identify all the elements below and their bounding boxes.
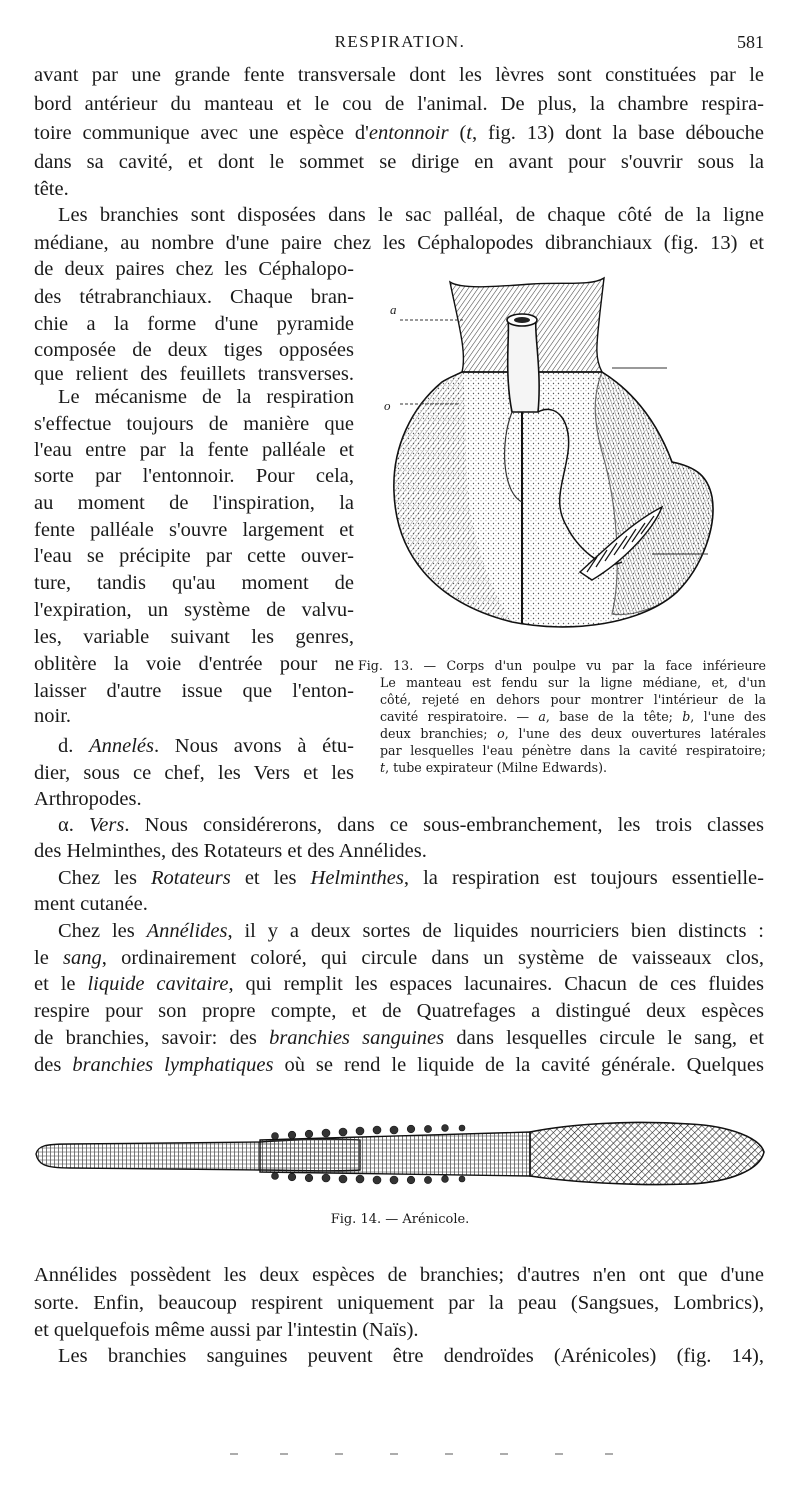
- caption-line: cavité respiratoire. — a, base de la tête; b, l'une des: [380, 709, 766, 724]
- text-line: l'eau se précipite par cette ouver-: [34, 545, 354, 567]
- text-line: Le mécanisme de la respiration: [58, 386, 354, 408]
- text-line: Arthropodes.: [34, 788, 142, 810]
- text-line: de branchies, savoir: des branchies sanguines dans lesquelles circule le sang, et: [34, 1027, 764, 1049]
- text-line: de deux paires chez les Céphalopo-: [34, 258, 354, 280]
- caption-line: deux branchies; o, l'une des deux ouvertures latérales: [380, 726, 766, 741]
- running-head: [0, 28, 800, 58]
- caption-line: Fig. 13. — Corps d'un poulpe vu par la face inférieure: [358, 658, 766, 673]
- page-number: 581: [737, 32, 764, 52]
- text-line: Les branchies sont disposées dans le sac palléal, de chaque côté de la ligne: [58, 204, 764, 226]
- caption-line: côté, rejeté en dehors pour montrer l'intérieur de la: [380, 692, 766, 707]
- text-line: Annélides possèdent les deux espèces de branchies; d'autres n'en ont que d'une: [34, 1264, 764, 1286]
- text-line: dans sa cavité, et dont le sommet se dirige en avant pour s'ouvrir sous la: [34, 151, 764, 173]
- figure-label-o: o: [384, 398, 391, 413]
- text-line: le sang, ordinairement coloré, qui circule dans un système de vaisseaux clos,: [34, 947, 764, 969]
- text-line: sorte par l'entonnoir. Pour cela,: [34, 465, 354, 487]
- text-line: dier, sous ce chef, les Vers et les: [34, 762, 354, 784]
- text-line: et quelquefois même aussi par l'intestin (Naïs).: [34, 1319, 419, 1341]
- figure-13-octopus-illustration: [372, 272, 792, 652]
- caption-line: par lesquelles l'eau pénètre dans la cavité respiratoire;: [380, 743, 766, 758]
- text-line: ment cutanée.: [34, 893, 148, 915]
- bottom-rule-marks: [220, 1452, 620, 1456]
- text-line: l'expiration, un système de valvu-: [34, 599, 354, 621]
- figure-14-arenicola-illustration: [30, 1118, 770, 1188]
- figure-label-a: a: [390, 302, 397, 317]
- text-line: médiane, au nombre d'une paire chez les Céphalopodes dibranchiaux (fig. 13) et: [34, 232, 764, 254]
- text-line: Les branchies sanguines peuvent être dendroïdes (Arénicoles) (fig. 14),: [58, 1345, 764, 1367]
- caption-line: t, tube expirateur (Milne Edwards).: [380, 760, 608, 775]
- figure-13-caption: [358, 657, 766, 776]
- text-line: noir.: [34, 705, 72, 727]
- page-title: RESPIRATION.: [334, 32, 466, 51]
- text-line: bord antérieur du manteau et le cou de l'animal. De plus, la chambre respira-: [34, 93, 764, 115]
- text-line: des branchies lymphatiques où se rend le liquide de la cavité générale. Quelques: [34, 1054, 765, 1076]
- text-line: α. Vers. Nous considérerons, dans ce sous-embranchement, les trois classes: [58, 814, 764, 836]
- text-line: sorte. Enfin, beaucoup respirent uniquement par la peau (Sangsues, Lombrics),: [34, 1292, 764, 1314]
- text-line: avant par une grande fente transversale dont les lèvres sont constituées par le: [34, 64, 764, 86]
- caption-line: Le manteau est fendu sur la ligne médiane, et, d'un: [380, 675, 766, 690]
- text-line: et le liquide cavitaire, qui remplit les espaces lacunaires. Chacun de ces fluides: [34, 973, 764, 995]
- text-line: respire pour son propre compte, et de Quatrefages a distingué deux espèces: [34, 1000, 764, 1022]
- text-line: fente palléale s'ouvre largement et: [34, 519, 354, 541]
- text-line: Chez les Rotateurs et les Helminthes, la respiration est toujours essentielle-: [58, 867, 764, 889]
- text-line: l'eau entre par la fente palléale et: [34, 439, 354, 461]
- text-line: des Helminthes, des Rotateurs et des Annélides.: [34, 840, 427, 862]
- text-line: toire communique avec une espèce d'entonnoir (t, fig. 13) dont la base débouche: [34, 122, 764, 144]
- figure-14-caption: Fig. 14. — Arénicole.: [330, 1212, 470, 1227]
- text-line: chie a la forme d'une pyramide: [34, 313, 354, 335]
- text-line: d. Annelés. Nous avons à étu-: [58, 735, 354, 757]
- text-line: tête.: [34, 178, 69, 200]
- text-line: Chez les Annélides, il y a deux sortes de liquides nourriciers bien distincts :: [58, 920, 764, 942]
- text-line: les, variable suivant les genres,: [34, 626, 354, 648]
- text-line: laisser d'autre issue que l'enton-: [34, 680, 354, 702]
- text-line: oblitère la voie d'entrée pour ne: [34, 653, 354, 675]
- text-line: composée de deux tiges opposées: [34, 339, 354, 361]
- text-line: au moment de l'inspiration, la: [34, 492, 354, 514]
- text-line: que relient des feuillets transverses.: [34, 363, 354, 385]
- text-line: ture, tandis qu'au moment de: [34, 572, 354, 594]
- text-line: s'effectue toujours de manière que: [34, 413, 354, 435]
- text-line: des tétrabranchiaux. Chaque bran-: [34, 286, 354, 308]
